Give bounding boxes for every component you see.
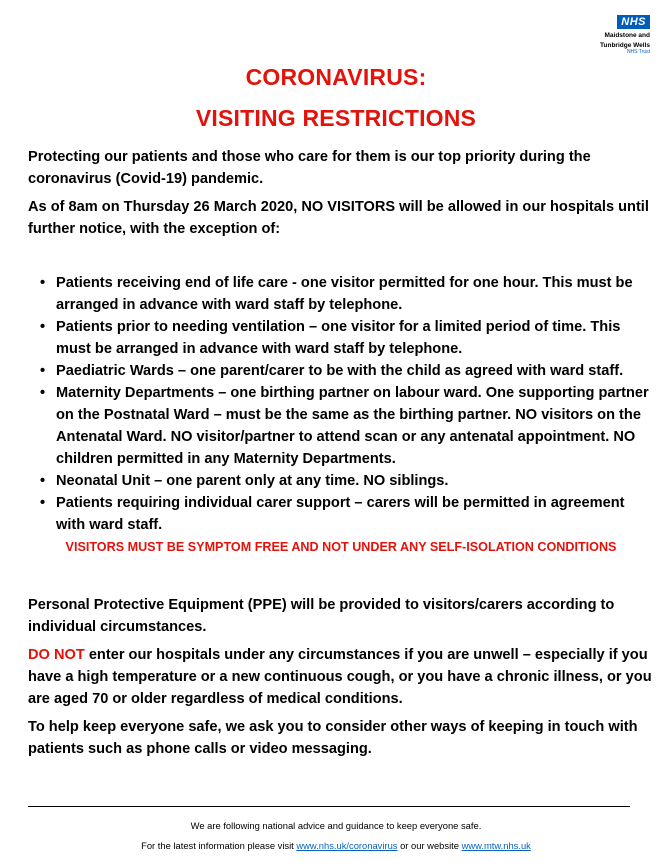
ppe-paragraph: Personal Protective Equipment (PPE) will be provided to visitors/carers according to individual circumstances. bbox=[28, 597, 615, 635]
page-title-line1: CORONAVIRUS: bbox=[245, 64, 427, 90]
mtw-website-link[interactable]: www.mtw.nhs.uk bbox=[461, 840, 531, 851]
intro-paragraph: Protecting our patients and those who care for them is our top priority during the coronavirus (Covid-19) pandemic. bbox=[28, 149, 591, 187]
do-not-rest: enter our hospitals under any circumstances if you are unwell – especially if you have a high temperature or a new continuous cough, or you have a chronic illness, or you are aged 70 or older regardless of medical conditions. bbox=[28, 647, 652, 707]
nhs-badge: NHS bbox=[617, 15, 650, 29]
main-content bbox=[28, 146, 654, 766]
do-not-lead: DO NOT bbox=[28, 647, 85, 663]
footer-line2 bbox=[0, 840, 672, 851]
symptom-free-warning: VISITORS MUST BE SYMPTOM FREE AND NOT UNDER ANY SELF-ISOLATION CONDITIONS bbox=[65, 540, 617, 554]
no-visitors-paragraph: As of 8am on Thursday 26 March 2020, NO VISITORS will be allowed in our hospitals until further notice, with the exception of: bbox=[28, 199, 649, 237]
exception-carer-support: • Patients requiring individual carer support – carers will be permitted in agreement with ward staff. bbox=[56, 492, 654, 536]
nhs-coronavirus-link[interactable]: www.nhs.uk/coronavirus bbox=[296, 840, 398, 851]
page-title-line2: VISITING RESTRICTIONS bbox=[195, 105, 477, 131]
exception-maternity: • Maternity Departments – one birthing partner on labour ward. One supporting partner on the Postnatal Ward – must be the same as the birthing partner. NO visitors on the Antenatal Ward. NO visitor/partner to attend scan or any antenatal appointment. NO children permitted in any Maternity Departments. bbox=[56, 382, 654, 470]
exceptions-list bbox=[28, 272, 654, 536]
exception-ventilation: • Patients prior to needing ventilation – one visitor for a limited period of time. This must be arranged in advance with ward staff by telephone. bbox=[56, 316, 654, 360]
footer-line1: We are following national advice and guidance to keep everyone safe. bbox=[190, 820, 482, 831]
trust-name-line2: Tunbridge Wells bbox=[600, 41, 650, 49]
exception-neonatal: • Neonatal Unit – one parent only at any time. NO siblings. bbox=[56, 470, 654, 492]
trust-name-line1: Maidstone and bbox=[604, 32, 650, 39]
exception-paediatric: • Paediatric Wards – one parent/carer to be with the child as agreed with ward staff. bbox=[56, 360, 654, 382]
footer-divider bbox=[28, 806, 630, 807]
nhs-logo bbox=[582, 12, 650, 55]
do-not-paragraph bbox=[28, 644, 654, 710]
footer-prefix: For the latest information please visit bbox=[141, 840, 297, 851]
footer-mid: or our website bbox=[397, 840, 462, 851]
exception-end-of-life: • Patients receiving end of life care - one visitor permitted for one hour. This must be arranged in advance with ward staff by telephone. bbox=[56, 272, 654, 316]
keep-safe-paragraph: To help keep everyone safe, we ask you to consider other ways of keeping in touch with patients such as phone calls or video messaging. bbox=[28, 719, 638, 757]
trust-name-line3: NHS Trust bbox=[626, 49, 650, 55]
